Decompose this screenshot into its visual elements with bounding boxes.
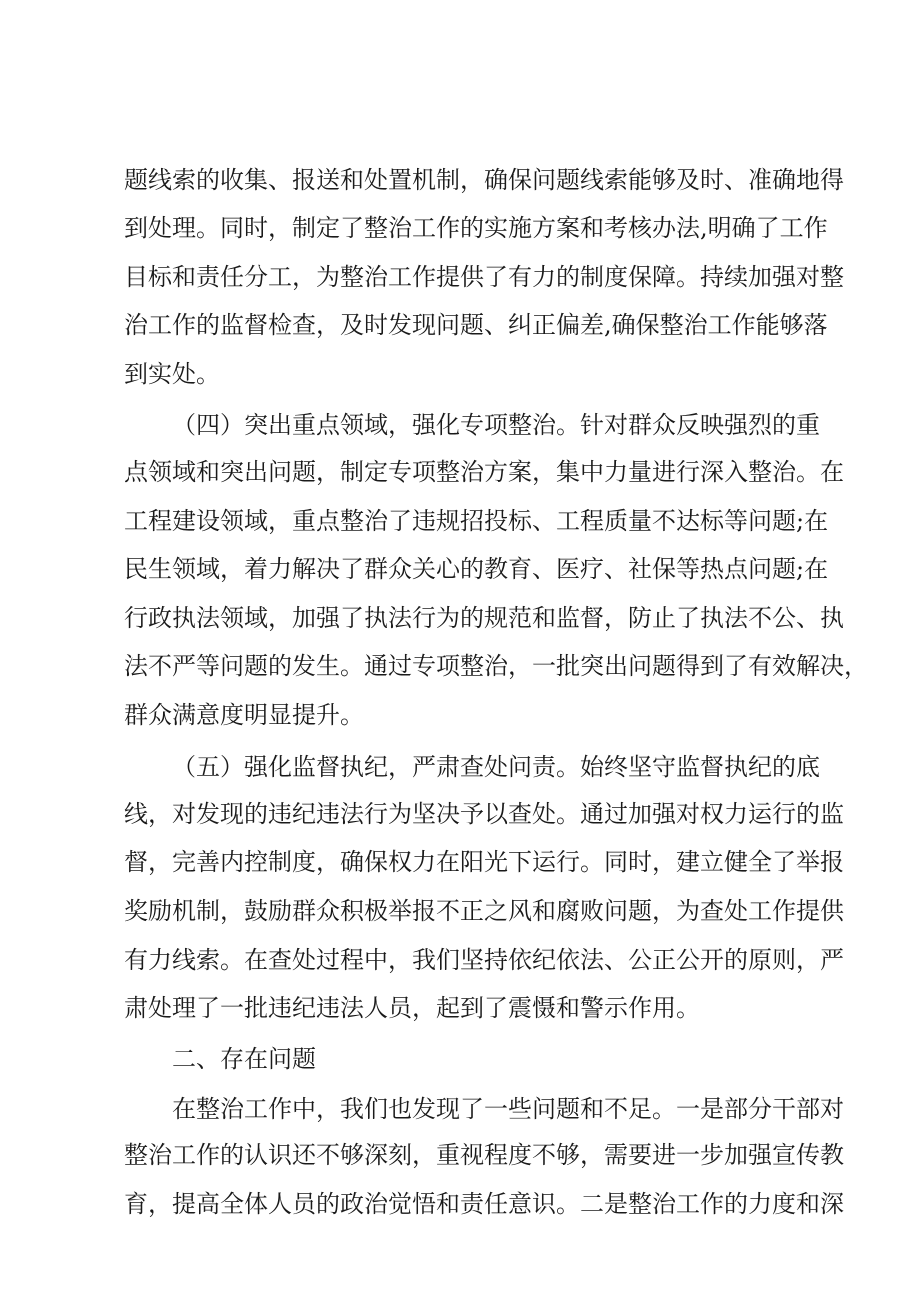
paragraph-1-line-3: 目标和责任分工，为整治工作提供了有力的制度保障。持续加强对整: [124, 263, 844, 291]
paragraph-2-line-7: 群众满意度明显提升。: [124, 701, 364, 729]
paragraph-1-line-2: 到处理。同时，制定了整治工作的实施方案和考核办法,明确了工作: [124, 214, 828, 242]
paragraph-1-line-1: 题线索的收集、报送和处置机制，确保问题线索能够及时、准确地得: [124, 166, 844, 194]
paragraph-2-line-3: 工程建设领域，重点整治了违规招投标、工程质量不达标等问题;在: [124, 507, 829, 535]
paragraph-5-line-2: 整治工作的认识还不够深刻，重视程度不够，需要进一步加强宣传教: [124, 1141, 844, 1169]
paragraph-2-line-4: 民生领域，着力解决了群众关心的教育、医疗、社保等热点问题;在: [124, 555, 829, 583]
paragraph-3-line-3: 督，完善内控制度，确保权力在阳光下运行。同时，建立健全了举报: [124, 848, 844, 876]
paragraph-5-line-3: 育，提高全体人员的政治觉悟和责任意识。二是整治工作的力度和深: [124, 1190, 844, 1218]
paragraph-3-line-1: （五）强化监督执纪，严肃查处问责。始终坚守监督执纪的底: [172, 753, 820, 781]
paragraph-3-line-4: 奖励机制，鼓励群众积极举报不正之风和腐败问题，为查处工作提供: [124, 897, 844, 925]
paragraph-5-line-1: 在整治工作中，我们也发现了一些问题和不足。一是部分干部对: [172, 1095, 844, 1123]
paragraph-1-line-5: 到实处。: [124, 360, 220, 388]
paragraph-1-line-4: 治工作的监督检查，及时发现问题、纠正偏差,确保整治工作能够落: [124, 311, 828, 339]
paragraph-2-line-6: 法不严等问题的发生。通过专项整治，一批突出问题得到了有效解决，: [124, 652, 868, 680]
paragraph-2-line-5: 行政执法领域，加强了执法行为的规范和监督，防止了执法不公、执: [124, 604, 844, 632]
paragraph-3-line-2: 线，对发现的违纪违法行为坚决予以查处。通过加强对权力运行的监: [124, 800, 844, 828]
paragraph-2-line-2: 点领域和突出问题，制定专项整治方案，集中力量进行深入整治。在: [124, 458, 844, 486]
paragraph-3-line-6: 肃处理了一批违纪违法人员，起到了震慑和警示作用。: [124, 994, 700, 1022]
paragraph-2-line-1: （四）突出重点领域，强化专项整治。针对群众反映强烈的重: [172, 411, 820, 439]
section-heading: 二、存在问题: [172, 1045, 316, 1073]
paragraph-3-line-5: 有力线索。在查处过程中，我们坚持依纪依法、公正公开的原则，严: [124, 946, 844, 974]
